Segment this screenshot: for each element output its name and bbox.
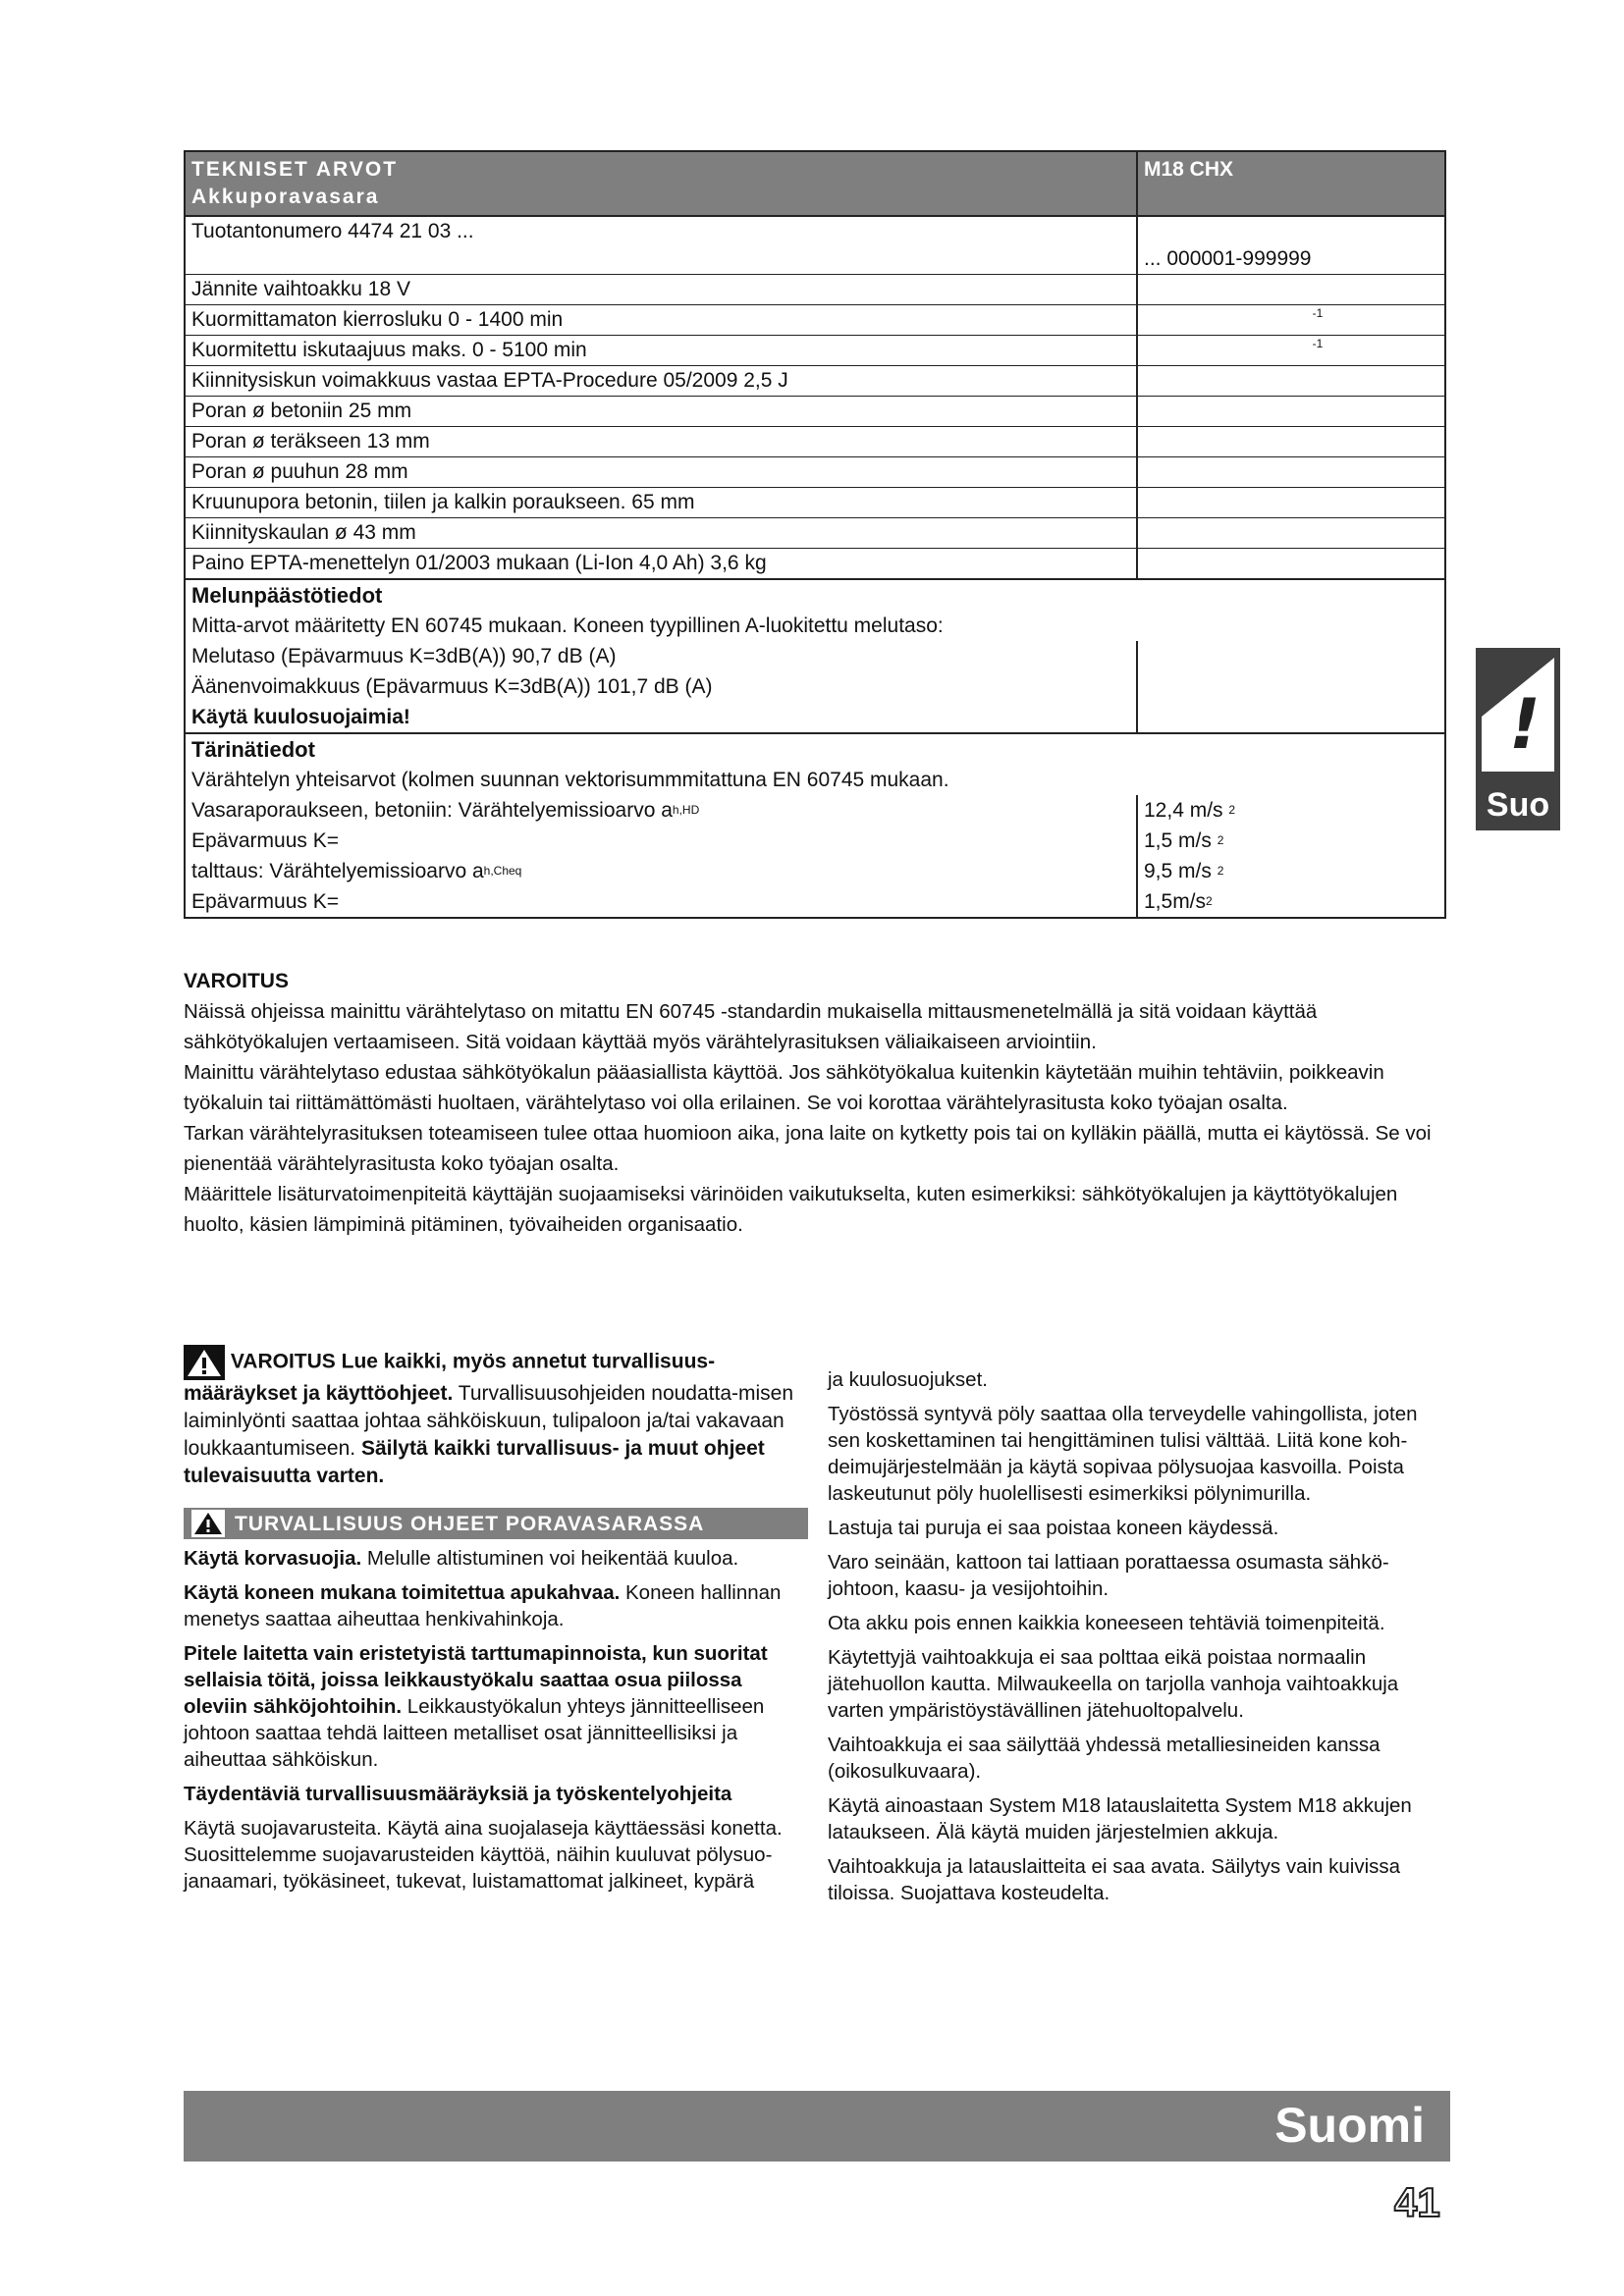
spec-label: Jännite vaihtoakku 18 V <box>186 275 1138 304</box>
spec-title: TEKNISET ARVOT <box>191 158 399 181</box>
spec-row <box>186 488 1444 518</box>
spec-value: ... 000001-999999 <box>1144 247 1312 270</box>
spec-label: Poran ø puuhun 28 mm <box>186 457 1138 487</box>
spec-value <box>1138 427 1444 456</box>
section-bar <box>184 1508 808 1539</box>
noise-intro: Mitta-arvot määritetty EN 60745 mukaan. Koneen tyypillinen A-luokitettu melutaso: <box>191 614 944 637</box>
footer-language: Suomi <box>1274 2098 1425 2153</box>
vibration-label: Vasaraporaukseen, betoniin: Värähtelyemissioarvo a <box>191 799 673 822</box>
uncertainty-value: 1,5m/s <box>1144 890 1207 913</box>
spec-value <box>1138 366 1444 396</box>
right-column <box>828 1366 1446 1914</box>
warning-title: VAROITUS <box>184 970 289 992</box>
left-column: VAROITUS Lue kaikki, myös annetut turvallisuus-määräykset ja käyttöohjeet. Turvallisuusohjeiden noudatta-misen laiminlyönti saattaa johtaa sähköiskuun, tulipaloon ja/tai vakavaan loukkaantumiseen. Säilytä kaikki turvallisuus- ja muut ohjeet tulevaisuutta varten. TURVALLISUUS OHJEET PORAVASARASSA Käytä korvasuojia. Melulle altistuminen voi heikentää kuuloa. Käytä koneen mukana toimitettua apukahvaa. Koneen hallinnan menetys saattaa aiheuttaa henkivahinkoja. Pitele laitetta vain eristetyistä tarttumapinnoista, kun suoritat sellaisia töitä, joissa leikkaustyökalu saattaa osua piilossa oleviin sähköjohtoihin. Leikkaustyökalun yhteys jännitteelliseen johtoon saattaa tehdä laitteen metalliset osat jännitteellisiksi ja aiheuttaa sähköiskun. Täydentäviä turvallisuusmääräyksiä ja työskentelyohjeita Käytä suojavarusteita. Käytä aina suojalaseja käyttäessäsi konetta. Suosittelemme suojavarusteiden käyttöä, näihin kuuluvat pölysuo-janaamari, työkäsineet, tukevat, luistamattomat jalkineet, kypärä <box>184 1345 808 1902</box>
spec-row <box>186 518 1444 549</box>
spec-header <box>186 152 1444 217</box>
spec-value <box>1138 397 1444 426</box>
paragraph: Vaihtoakkuja ja latauslaitteita ei saa avata. Säilytys vain kuivissa tiloissa. Suojattava kosteudelta. <box>828 1855 1401 1904</box>
spec-label: Tuotantonumero 4474 21 03 ... <box>186 217 1138 274</box>
vibration-sub: h,HD <box>672 803 700 817</box>
spec-row <box>186 275 1444 305</box>
spec-table <box>184 150 1446 919</box>
uncertainty-value: 1,5 m/s <box>1144 829 1212 852</box>
uncertainty-label: Epävarmuus K= <box>186 826 1138 856</box>
warning-paragraph: Näissä ohjeissa mainittu värähtelytaso on mitattu EN 60745 -standardin mukaisella mittausmenetelmällä ja sitä voidaan käyttää sähkötyökalujen vertaamiseen. Sitä voidaan käyttää myös värähtelyrasituksen väliaikaiseen arviointiin. <box>184 1000 1318 1053</box>
noise-level: Melutaso (Epävarmuus K=3dB(A)) 90,7 dB (A) <box>186 641 1138 671</box>
spec-label: Kuormitettu iskutaajuus maks. 0 - 5100 min <box>186 336 1138 365</box>
paragraph: Käytettyjä vaihtoakkuja ei saa polttaa eikä poistaa normaalin jätehuollon kautta. Milwaukeella on tarjolla vanhoja vaihtoakkuja varten ympäristöystävällinen jätehuoltopalvelu. <box>828 1646 1399 1722</box>
paragraph: Vaihtoakkuja ei saa säilyttää yhdessä metalliesineiden kanssa (oikosulkuvaara). <box>828 1734 1380 1783</box>
paragraph: Työstössä syntyvä pöly saattaa olla terveydelle vahingollista, joten sen koskettaminen tai hengittäminen tulisi välttää. Liitä kone koh-deimujärjestelmään ja käytä sopivaa pölysuojaa kasvoilla. Poista laskeutunut pöly huolellisesti esimerkiksi pölynimurilla. <box>828 1403 1418 1505</box>
noise-section <box>186 580 1444 734</box>
spec-value <box>1138 457 1444 487</box>
vibration-intro: Värähtelyn yhteisarvot (kolmen suunnan vektorisummmitattuna EN 60745 mukaan. <box>191 769 949 791</box>
model-name: M18 CHX <box>1144 158 1234 181</box>
spec-label: Kruunupora betonin, tiilen ja kalkin poraukseen. 65 mm <box>186 488 1138 517</box>
vibration-value: 9,5 m/s <box>1144 860 1212 882</box>
spec-row <box>186 217 1444 275</box>
spec-row <box>186 366 1444 397</box>
vibration-section: Tärinätiedot Värähtelyn yhteisarvot (kolmen suunnan vektorisummmitattuna EN 60745 mukaan. Vasaraporaukseen, betoniin: Värähtelyemissioarvo ah,HD 12,4 m/s $^2$ Epävarmuus K= 1,5 m/s $^2$ talttaus: Värähtelyemissioarvo ah,Cheq 9,5 m/s $^2$ Epävarmuus K= $1,5m/s^2$ <box>186 734 1444 917</box>
subsection-heading: Täydentäviä turvallisuusmääräyksiä ja työskentelyohjeita <box>184 1783 732 1805</box>
spec-label: Kiinnityskaulan ø 43 mm <box>186 518 1138 548</box>
vibration-value: 12,4 m/s <box>1144 799 1223 822</box>
vibration-sub: h,Cheq <box>483 864 522 878</box>
paragraph: Käytä ainoastaan System M18 latauslaitetta System M18 akkujen lataukseen. Älä käytä muiden järjestelmien akkuja. <box>828 1794 1412 1843</box>
hearing-protection-note: Käytä kuulosuojaimia! <box>186 702 1138 732</box>
spec-label: Kuormittamaton kierrosluku 0 - 1400 min <box>186 305 1138 335</box>
section-title: TURVALLISUUS OHJEET PORAVASARASSA <box>235 1512 705 1535</box>
spec-label: Poran ø betoniin 25 mm <box>186 397 1138 426</box>
spec-value: -1 <box>1312 306 1324 320</box>
spec-value <box>1138 518 1444 548</box>
vibration-label: talttaus: Värähtelyemissioarvo a <box>191 860 484 882</box>
spec-label: Paino EPTA-menettelyn 01/2003 mukaan (Li-Ion 4,0 Ah) 3,6 kg <box>186 549 1138 578</box>
footer-language-bar <box>184 2091 1450 2162</box>
sound-power: Äänenvoimakkuus (Epävarmuus K=3dB(A)) 101,7 dB (A) <box>186 671 1138 702</box>
spec-label: Kiinnitysiskun voimakkuus vastaa EPTA-Procedure 05/2009 2,5 J <box>186 366 1138 396</box>
warning-icon <box>191 1510 225 1537</box>
paragraph: ja kuulosuojukset. <box>828 1368 988 1391</box>
spec-row <box>186 427 1444 457</box>
paragraph: Lastuja tai puruja ei saa poistaa koneen käydessä. <box>828 1517 1279 1539</box>
vibration-warning <box>184 966 1450 1240</box>
spec-value <box>1138 549 1444 578</box>
spec-row <box>186 397 1444 427</box>
spec-row <box>186 457 1444 488</box>
uncertainty-label: Epävarmuus K= <box>186 886 1138 917</box>
side-tab-label: Suo <box>1486 786 1550 824</box>
vibration-title: Tärinätiedot <box>191 737 315 762</box>
noise-title: Melunpäästötiedot <box>191 583 383 608</box>
spec-label: Poran ø teräkseen 13 mm <box>186 427 1138 456</box>
spec-row <box>186 305 1444 336</box>
warning-paragraph: Mainittu värähtelytaso edustaa sähkötyökalun pääasiallista käyttöä. Jos sähkötyökalua kuitenkin käytetään muihin tehtäviin, poikkeavin työkaluin tai riittämättömästi huoltaen, värähtelytaso voi olla erilainen. Se voi korottaa värähtelyrasitusta koko työajan osalta. <box>184 1061 1384 1114</box>
spec-value: -1 <box>1312 337 1324 350</box>
paragraph: Ota akku pois ennen kaikkia koneeseen tehtäviä toimenpiteitä. <box>828 1612 1385 1634</box>
spec-value <box>1138 488 1444 517</box>
page-number: 41 <box>1394 2179 1440 2225</box>
warning-triangle-icon <box>1482 658 1554 772</box>
spec-row <box>186 336 1444 366</box>
spec-row <box>186 549 1444 580</box>
paragraph: Käytä suojavarusteita. Käytä aina suojalaseja käyttäessäsi konetta. Suosittelemme suojavarusteiden käyttöä, näihin kuuluvat pölysuo-janaamari, työkäsineet, tukevat, luistamattomat jalkineet, kypärä <box>184 1817 783 1893</box>
warning-heading: VAROITUS Lue kaikki, myös annetut turvallisuus-määräykset ja käyttöohjeet. <box>184 1350 716 1405</box>
spec-subtitle: Akkuporavasara <box>191 186 380 208</box>
warning-paragraph: Tarkan värähtelyrasituksen toteamiseen tulee ottaa huomioon aika, jona laite on kytketty pois tai on kylläkin päällä, mutta ei käytössä. Se voi pienentää värähtelyrasitusta koko työajan osalta. <box>184 1122 1432 1175</box>
language-side-tab <box>1476 648 1560 830</box>
paragraph: Varo seinään, kattoon tai lattiaan porattaessa osumasta sähkö-johtoon, kaasu- ja vesijohtoihin. <box>828 1551 1389 1600</box>
warning-icon <box>184 1345 225 1380</box>
warning-paragraph: Määrittele lisäturvatoimenpiteitä käyttäjän suojaamiseksi värinöiden vaikutukselta, kuten esimerkiksi: sähkötyökalujen ja käyttötyökalujen huolto, käsien lämpiminä pitäminen, työvaiheiden organisaatio. <box>184 1183 1398 1236</box>
spec-value <box>1138 275 1444 304</box>
svg-text:!: ! <box>1509 684 1541 765</box>
